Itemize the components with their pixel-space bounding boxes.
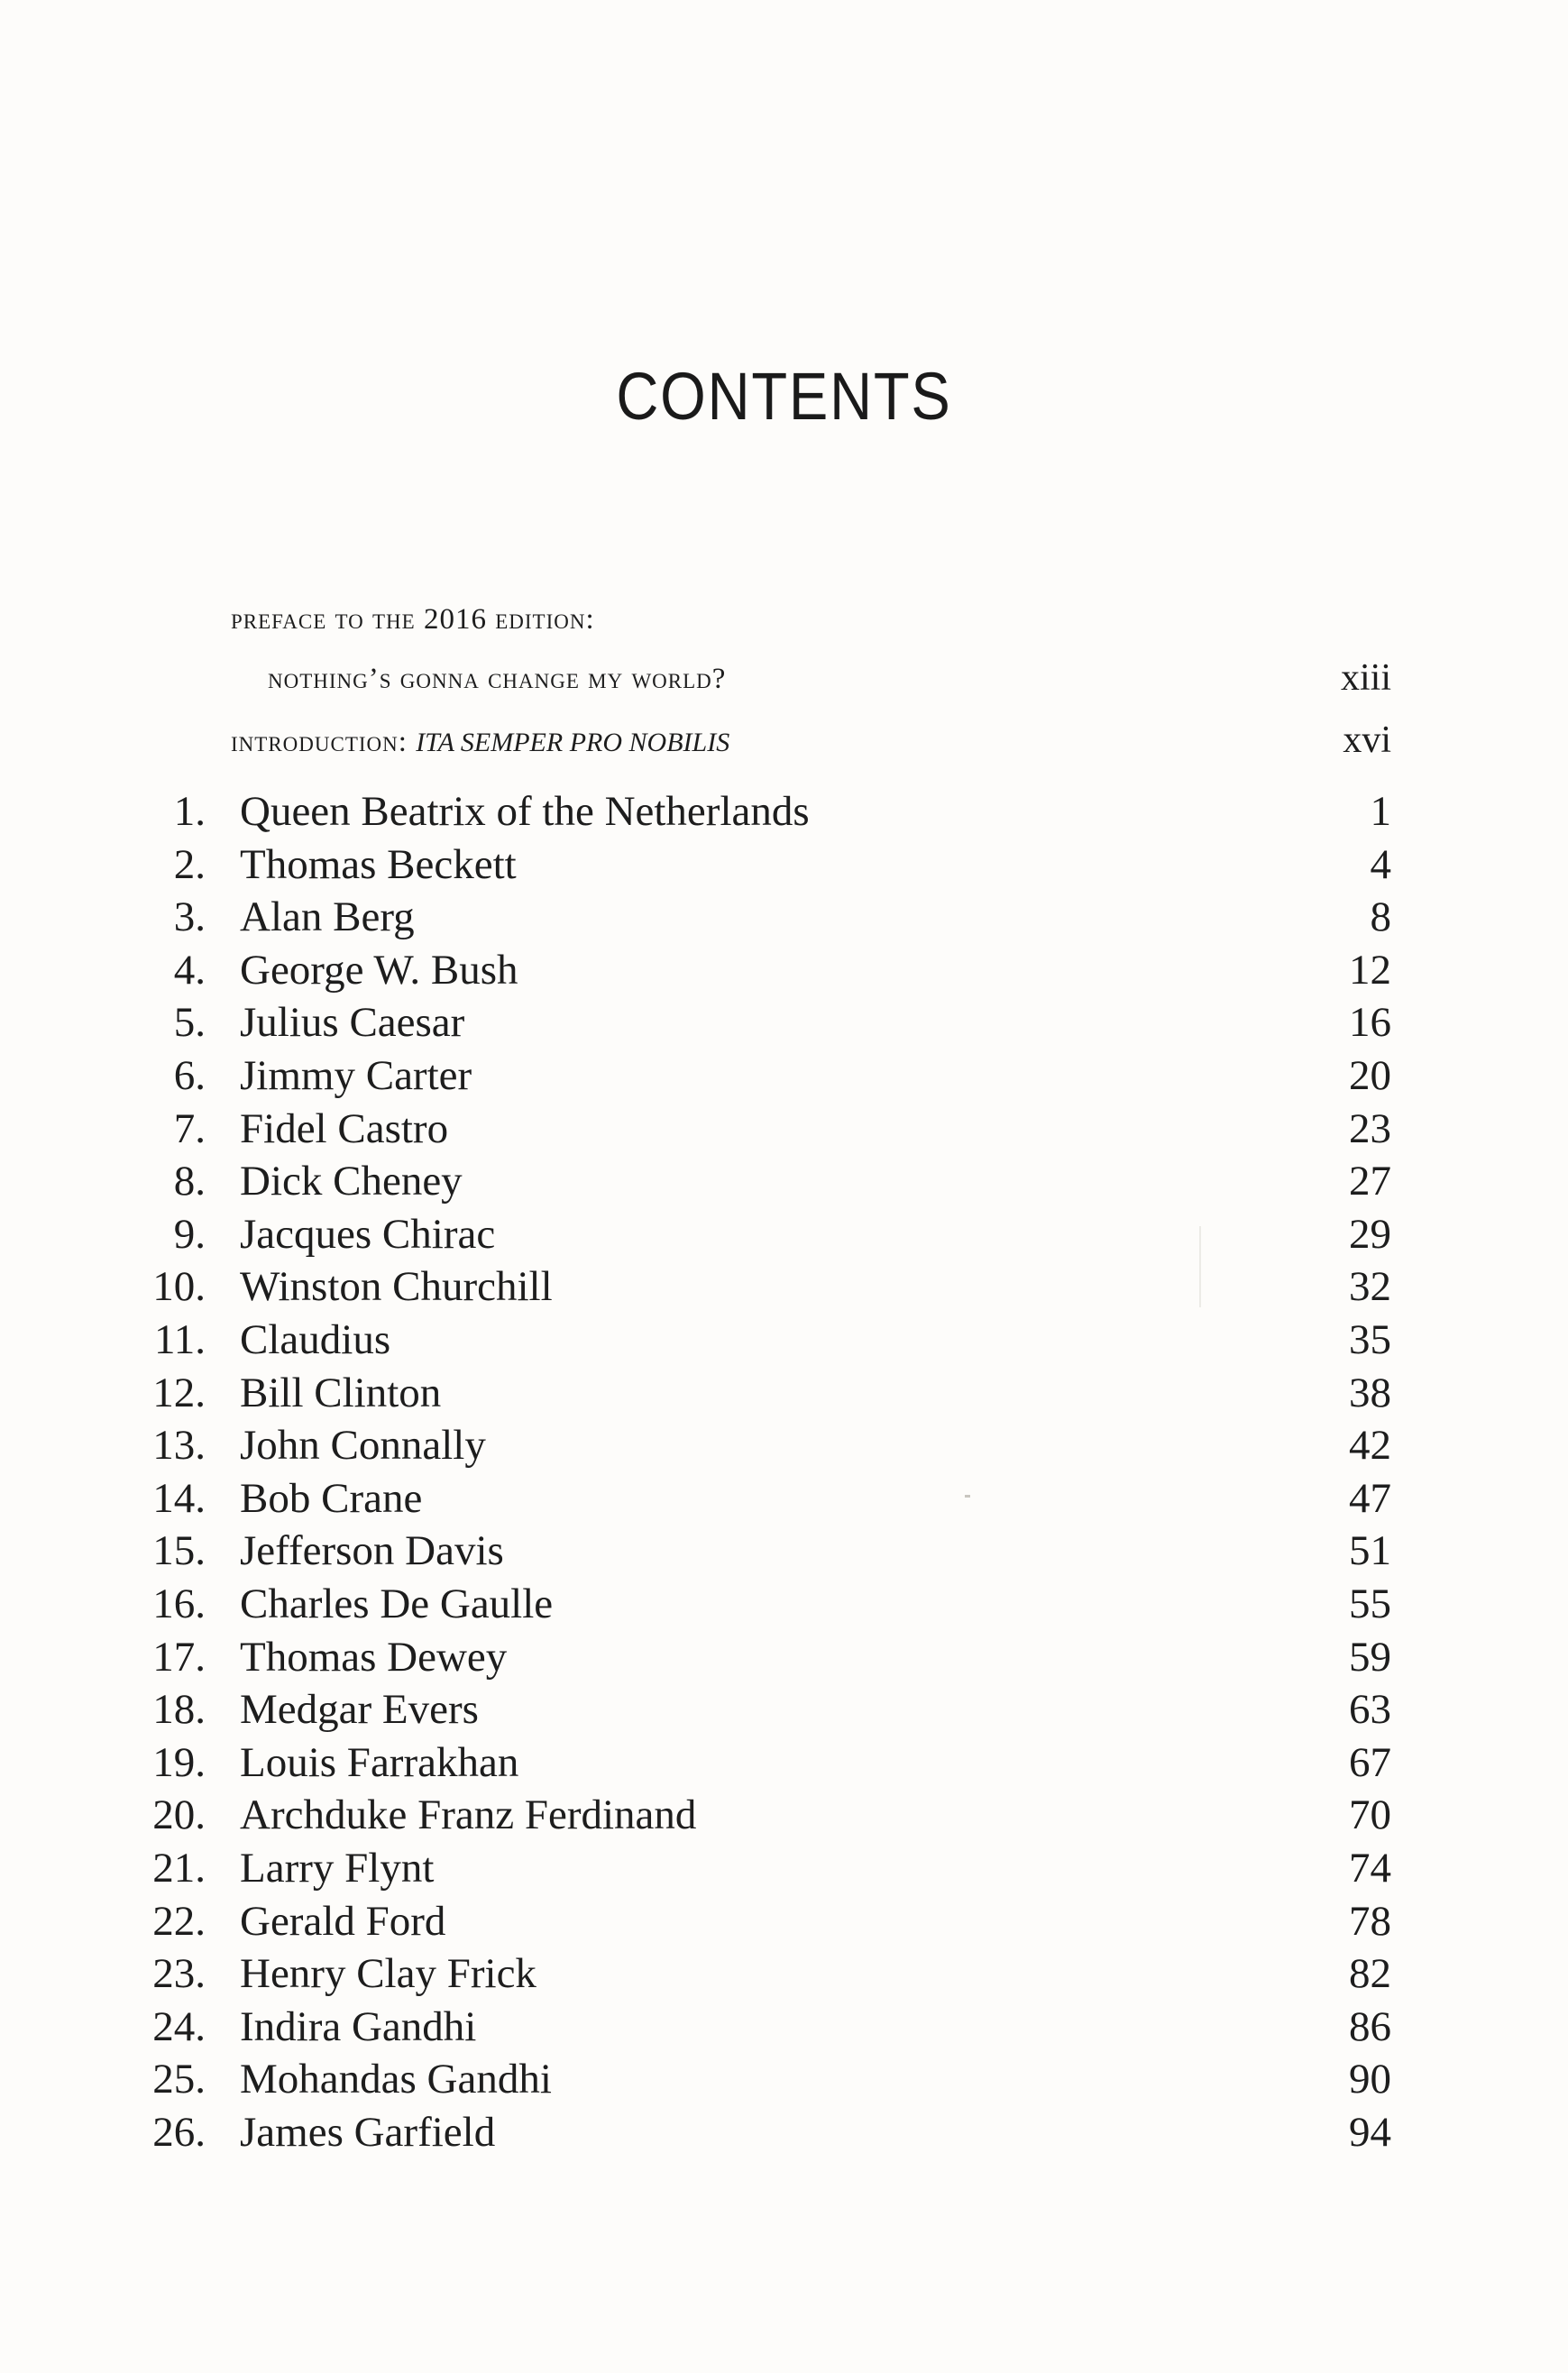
toc-entry-number: 13. bbox=[152, 1422, 206, 1470]
toc-entry-number: 17. bbox=[152, 1633, 206, 1681]
toc-entry-page: 51 bbox=[1349, 1527, 1391, 1575]
toc-entry-page: 1 bbox=[1370, 788, 1391, 835]
toc-entry-page: 29 bbox=[1349, 1210, 1391, 1258]
toc-entry bbox=[0, 1260, 1568, 1313]
page-title: CONTENTS bbox=[616, 359, 952, 434]
toc-entry-number: 1. bbox=[173, 788, 206, 835]
toc-entry bbox=[0, 1367, 1568, 1419]
toc-entry-title: Medgar Evers bbox=[240, 1686, 479, 1734]
toc-entry-page: 78 bbox=[1349, 1897, 1391, 1945]
toc-entry-title: George W. Bush bbox=[240, 946, 518, 994]
toc-entry-page: 16 bbox=[1349, 999, 1391, 1047]
toc-entry-title: Jefferson Davis bbox=[240, 1527, 504, 1575]
toc-entry-title: Alan Berg bbox=[240, 893, 415, 941]
toc-entry-page: 8 bbox=[1370, 893, 1391, 941]
toc-entry-title: Julius Caesar bbox=[240, 999, 465, 1047]
toc-entry bbox=[0, 1103, 1568, 1155]
toc-entry bbox=[0, 1683, 1568, 1736]
toc-entry-page: 23 bbox=[1349, 1104, 1391, 1152]
introduction-page-number: xvi bbox=[1343, 719, 1391, 761]
introduction-heading bbox=[231, 724, 729, 761]
toc-entry-page: 20 bbox=[1349, 1052, 1391, 1099]
introduction-label: introduction: bbox=[231, 726, 408, 758]
toc-entry-title: Charles De Gaulle bbox=[240, 1580, 554, 1627]
toc-entry-number: 11. bbox=[153, 1316, 206, 1363]
toc-entry bbox=[0, 1947, 1568, 2000]
toc-entry bbox=[0, 1736, 1568, 1789]
introduction-subtitle: ITA SEMPER PRO NOBILIS bbox=[416, 728, 730, 757]
toc-entry bbox=[0, 1842, 1568, 1894]
toc-entry-number: 9. bbox=[173, 1210, 206, 1258]
toc-entry-title: John Connally bbox=[240, 1422, 486, 1470]
toc-entry-number: 4. bbox=[173, 946, 206, 994]
toc-entry bbox=[0, 2106, 1568, 2158]
preface-page-number: xiii bbox=[1340, 657, 1391, 699]
toc-entry-number: 8. bbox=[173, 1158, 206, 1205]
toc-entry-page: 4 bbox=[1370, 840, 1391, 888]
toc-entry bbox=[0, 891, 1568, 943]
toc-entry-page: 94 bbox=[1349, 2109, 1391, 2156]
toc-entry-page: 55 bbox=[1349, 1580, 1391, 1627]
toc-entry-title: Winston Churchill bbox=[240, 1263, 553, 1311]
toc-entry-page: 59 bbox=[1349, 1633, 1391, 1681]
preface-heading bbox=[231, 601, 595, 637]
toc-entry-page: 12 bbox=[1349, 946, 1391, 994]
toc-entry-number: 24. bbox=[152, 2002, 206, 2050]
toc-entry bbox=[0, 2053, 1568, 2105]
toc-entry bbox=[0, 1631, 1568, 1683]
toc-entry-number: 5. bbox=[173, 999, 206, 1047]
toc-entry-title: Queen Beatrix of the Netherlands bbox=[240, 788, 810, 835]
toc-entry bbox=[0, 1789, 1568, 1841]
toc-entry-number: 16. bbox=[152, 1580, 206, 1627]
toc-entry bbox=[0, 1155, 1568, 1207]
toc-entry-title: Thomas Dewey bbox=[240, 1633, 508, 1681]
toc-entry bbox=[0, 1208, 1568, 1260]
toc-entry-page: 63 bbox=[1349, 1686, 1391, 1734]
toc-entry bbox=[0, 1578, 1568, 1630]
scan-speck bbox=[965, 1495, 970, 1498]
toc-entry-title: Gerald Ford bbox=[240, 1897, 446, 1945]
toc-entry bbox=[0, 944, 1568, 996]
toc-entry-number: 23. bbox=[152, 1950, 206, 1998]
toc-entry bbox=[0, 1472, 1568, 1525]
toc-entry-page: 32 bbox=[1349, 1263, 1391, 1311]
toc-entry-number: 15. bbox=[152, 1527, 206, 1575]
toc-entry-number: 20. bbox=[152, 1791, 206, 1839]
toc-entry-title: Bob Crane bbox=[240, 1474, 423, 1522]
toc-entry-page: 42 bbox=[1349, 1422, 1391, 1470]
toc-entry-number: 6. bbox=[173, 1052, 206, 1099]
toc-entry-title: Louis Farrakhan bbox=[240, 1738, 519, 1786]
toc-entry-page: 27 bbox=[1349, 1158, 1391, 1205]
toc-entry bbox=[0, 785, 1568, 838]
scan-mark bbox=[1199, 1226, 1201, 1307]
toc-entry-number: 7. bbox=[173, 1104, 206, 1152]
toc-entry-title: Claudius bbox=[240, 1316, 391, 1363]
toc-entry-title: Larry Flynt bbox=[240, 1845, 435, 1892]
toc-entry-number: 3. bbox=[173, 893, 206, 941]
toc-entry-number: 22. bbox=[152, 1897, 206, 1945]
toc-entry-number: 2. bbox=[173, 840, 206, 888]
toc-entry-page: 47 bbox=[1349, 1474, 1391, 1522]
toc-entry-number: 21. bbox=[152, 1845, 206, 1892]
toc-entry bbox=[0, 838, 1568, 891]
toc-entry-title: Fidel Castro bbox=[240, 1104, 449, 1152]
toc-entry-title: Jacques Chirac bbox=[240, 1210, 496, 1258]
toc-entry-title: Thomas Beckett bbox=[240, 840, 517, 888]
preface-line-2: nothing’s gonna change my world? bbox=[268, 663, 727, 695]
toc-entry bbox=[0, 1419, 1568, 1471]
toc-entry-page: 86 bbox=[1349, 2002, 1391, 2050]
toc-entry-title: Jimmy Carter bbox=[240, 1052, 472, 1099]
toc-entry-page: 70 bbox=[1349, 1791, 1391, 1839]
toc-entry-number: 19. bbox=[152, 1738, 206, 1786]
toc-entry-number: 18. bbox=[152, 1686, 206, 1734]
toc-entry-page: 67 bbox=[1349, 1738, 1391, 1786]
toc-entry-title: James Garfield bbox=[240, 2109, 496, 2156]
toc-entry-title: Bill Clinton bbox=[240, 1369, 442, 1416]
toc-entry bbox=[0, 1895, 1568, 1947]
toc-entry-number: 12. bbox=[152, 1369, 206, 1416]
toc-entry-title: Dick Cheney bbox=[240, 1158, 463, 1205]
toc-entry bbox=[0, 1049, 1568, 1102]
toc-entry bbox=[0, 1314, 1568, 1366]
toc-entry-number: 26. bbox=[152, 2109, 206, 2156]
toc-entry bbox=[0, 996, 1568, 1049]
toc-entry bbox=[0, 1525, 1568, 1577]
toc-entry-page: 82 bbox=[1349, 1950, 1391, 1998]
toc-entry-page: 74 bbox=[1349, 1845, 1391, 1892]
toc-entry-number: 10. bbox=[152, 1263, 206, 1311]
toc-entry-title: Indira Gandhi bbox=[240, 2002, 477, 2050]
toc-entry bbox=[0, 2001, 1568, 2053]
toc-entry-title: Mohandas Gandhi bbox=[240, 2056, 552, 2103]
toc-entry-page: 35 bbox=[1349, 1316, 1391, 1363]
toc-entry-page: 90 bbox=[1349, 2056, 1391, 2103]
preface-subheading bbox=[268, 661, 726, 697]
toc-entry-title: Henry Clay Frick bbox=[240, 1950, 536, 1998]
toc-entry-page: 38 bbox=[1349, 1369, 1391, 1416]
preface-line-1: preface to the 2016 edition: bbox=[231, 603, 595, 636]
toc-entry-number: 25. bbox=[152, 2056, 206, 2103]
toc-entry-title: Archduke Franz Ferdinand bbox=[240, 1791, 697, 1839]
toc-entry-number: 14. bbox=[152, 1474, 206, 1522]
